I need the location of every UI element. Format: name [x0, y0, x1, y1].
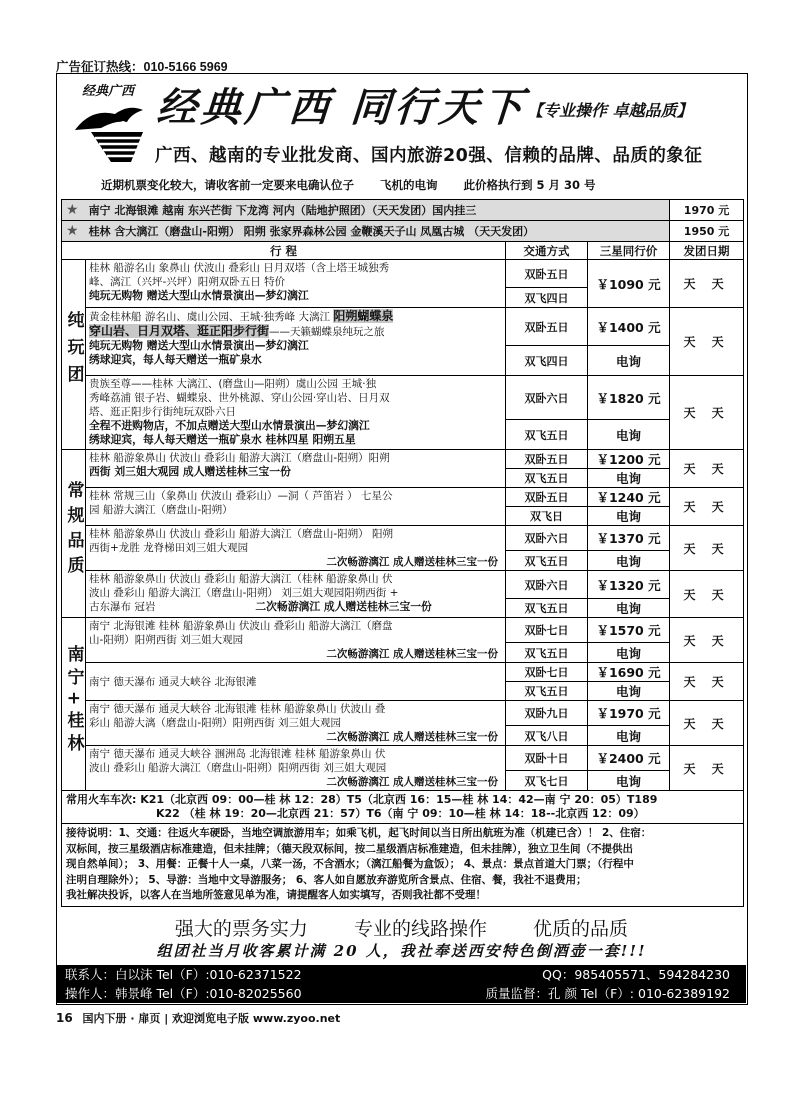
itinerary: 桂林 船游象鼻山 伏波山 叠彩山 船游大漓江（桂林 船游象鼻山 伏 波山 叠彩山 船游大漓江（磨盘山-阳朔） 刘三姐大观园阳朔西街 + 古东瀑布 冠岩 二次畅游漓江 成人赠送桂林三宝一份 [86, 571, 506, 618]
departure: 天 天 [670, 526, 744, 571]
transport: 双卧五日 [506, 450, 588, 469]
notice-text-2: 飞机的电询 [380, 178, 438, 192]
departure: 天 天 [670, 450, 744, 488]
itinerary: 桂林 船游象鼻山 伏波山 叠彩山 船游大漓江（磨盘山-阳朔） 阳朔 西街+龙胜 龙脊梯田刘三姐大观园 二次畅游漓江 成人赠送桂林三宝一份 [86, 526, 506, 571]
departure: 天 天 [670, 260, 744, 308]
transport: 双卧六日 [506, 376, 588, 420]
category-label: 南宁+桂林 [62, 618, 86, 791]
quality-supervisor: 质量监督：孔 颜 Tel（F）: 010-62389192 [485, 986, 730, 1001]
price: 电询 [588, 346, 670, 376]
price: 电询 [588, 643, 670, 663]
transport: 双飞四日 [506, 288, 588, 308]
note-line: 接待说明：1、交通：往返火车硬卧，当地空调旅游用车；如乘飞机，起飞时间以当日所出航班为准（机建已含）！ 2、住宿： [66, 827, 652, 839]
transport: 双飞五日 [506, 682, 588, 701]
operator: 操作人：韩景峰 Tel（F）:010-82025560 [65, 986, 302, 1001]
category-label: 常规品质 [62, 450, 86, 618]
price: ￥1370 元 [588, 526, 670, 551]
price: 电询 [588, 469, 670, 488]
star-row [62, 200, 744, 221]
logo-text: 经典广西 [81, 84, 134, 99]
strength-3: 优质的品质 [533, 918, 629, 940]
note-line: 双标间，按三星级酒店标准建造，但未挂牌；（德天段双标间，按二星级酒店标准建造，但未挂牌），独立卫生间（不提供出 [66, 842, 633, 855]
departure: 天 天 [670, 488, 744, 526]
note-line: 注明自理除外）； 5、导游：当地中文导游服务； 6、客人如自愿放弃游览所含景点、住宿、餐，我社不退费用； [66, 873, 587, 886]
departure: 天 天 [670, 571, 744, 618]
price: 电询 [588, 551, 670, 571]
price: ￥1690 元 [588, 663, 670, 682]
itinerary: 南宁 北海银滩 桂林 船游象鼻山 伏波山 叠彩山 船游大漓江（磨盘 山-阳朔）阳朔西街 刘三姐大观园 二次畅游漓江 成人赠送桂林三宝一份 [86, 618, 506, 663]
table-row [62, 526, 744, 551]
itinerary: 南宁 德天瀑布 通灵大峡谷 涠洲岛 北海银滩 桂林 船游象鼻山 伏 波山 叠彩山 船游大漓江（磨盘山-阳朔）阳朔西街 刘三姐大观园 二次畅游漓江 成人赠送桂林三宝一份 [86, 746, 506, 791]
table-row [62, 260, 744, 288]
price: ￥1570 元 [588, 618, 670, 643]
slogan: 【专业操作 卓越品质】 [527, 101, 693, 120]
itinerary: 南宁 德天瀑布 通灵大峡谷 北海银滩 [86, 663, 506, 701]
transport: 双卧五日 [506, 488, 588, 507]
price: ￥1400 元 [588, 308, 670, 346]
table-row [62, 701, 744, 726]
table-row [62, 746, 744, 771]
contact-bar [57, 965, 746, 1003]
star-row-price: 1970 元 [670, 200, 744, 221]
contact-qq: QQ：985405571、594284230 [542, 967, 730, 982]
notice-text-3: 此价格执行到 5 月 30 号 [463, 178, 596, 192]
star-icon: ★ [66, 202, 79, 218]
star-row-desc: 桂林 含大漓江（磨盘山-阳朔） 阳朔 张家界森林公园 金鞭溪天子山 凤凰古城 （天天发团） [88, 225, 535, 238]
price: ￥1320 元 [588, 571, 670, 599]
price: 电询 [588, 726, 670, 746]
price: ￥1090 元 [588, 260, 670, 308]
departure: 天 天 [670, 746, 744, 791]
price: ￥2400 元 [588, 746, 670, 771]
price: ￥1240 元 [588, 488, 670, 507]
strength-2: 专业的线路操作 [353, 918, 487, 940]
transport: 双飞五日 [506, 469, 588, 488]
price: 电询 [588, 420, 670, 450]
transport: 双卧九日 [506, 701, 588, 726]
transport: 双飞五日 [506, 599, 588, 618]
footer-text: 国内下册 · 扉页 | 欢迎浏览电子版 www.zyoo.net [82, 1012, 341, 1025]
transport: 双卧七日 [506, 663, 588, 682]
transport: 双飞四日 [506, 346, 588, 376]
header-departure: 发团日期 [670, 242, 744, 260]
star-icon: ★ [66, 223, 79, 239]
strength-1: 强大的票务实力 [174, 918, 308, 940]
price: 电询 [588, 599, 670, 618]
transport: 双卧五日 [506, 308, 588, 346]
ad-hotline: 广告征订热线：010-5166 5969 [56, 60, 228, 74]
departure: 天 天 [670, 701, 744, 746]
price: 电询 [588, 771, 670, 791]
header [57, 74, 746, 174]
transport: 双飞七日 [506, 771, 588, 791]
subtitle: 广西、越南的专业批发商、国内旅游20强、信赖的品牌、品质的象征 [155, 146, 703, 166]
table-row [62, 571, 744, 599]
header-transport: 交通方式 [506, 242, 588, 260]
table-row [62, 308, 744, 346]
star-row [62, 221, 744, 242]
table-row [62, 618, 744, 643]
table-row [62, 450, 744, 469]
price: ￥1970 元 [588, 701, 670, 726]
departure: 天 天 [670, 663, 744, 701]
star-row-desc: 南宁 北海银滩 越南 东兴芒街 下龙湾 河内（陆地护照团）（天天发团）国内挂三 [88, 204, 477, 217]
table-row [62, 376, 744, 420]
itinerary: 桂林 船游象鼻山 伏波山 叠彩山 船游大漓江（磨盘山-阳朔）阳朔 西街 刘三姐大观园 成人赠送桂林三宝一份 [86, 450, 506, 488]
itinerary: 桂林 常规三山（象鼻山 伏波山 叠彩山）—洞（ 芦笛岩 ） 七星公 园 船游大漓江（磨盘山-阳朔） [86, 488, 506, 526]
eagle-flag-icon [71, 100, 147, 166]
contact-person: 联系人：白以沫 Tel（F）:010-62371522 [65, 967, 302, 982]
brochure-page [56, 73, 748, 1005]
table-row [62, 663, 744, 682]
transport: 双飞日 [506, 507, 588, 526]
strength-banner [57, 914, 746, 941]
transport: 双飞五日 [506, 420, 588, 450]
table-header [62, 242, 744, 260]
header-price: 三星同行价 [588, 242, 670, 260]
price: ￥1200 元 [588, 450, 670, 469]
departure: 天 天 [670, 618, 744, 663]
transport: 双卧七日 [506, 618, 588, 643]
logo [65, 80, 151, 168]
category-label: 纯玩团 [62, 260, 86, 450]
train-row [62, 791, 744, 824]
transport: 双卧五日 [506, 260, 588, 288]
transport: 双卧六日 [506, 571, 588, 599]
transport: 双飞五日 [506, 643, 588, 663]
star-row-price: 1950 元 [670, 221, 744, 242]
promo-text: 组团社当月收客累计满 20 人，我社奉送西安特色倒酒壶一套!!! [156, 942, 647, 960]
train-line-2: K22 （桂 林 19：20—北京西 21：57）T6（南 宁 09：10—桂 林 14：18--北京西 12：09） [156, 807, 645, 820]
notice-text-1: 近期机票变化较大，请收客前一定要来电确认位子 [101, 178, 354, 192]
transport: 双卧六日 [506, 526, 588, 551]
itinerary: 贵族至尊——桂林 大漓江、(磨盘山—阳朔）虞山公园 王城·独 秀峰荔浦 银子岩、蝴蝶泉、世外桃源、穿山公园·穿山岩、日月双 塔、逛正阳步行街纯玩双卧六日 全程不进购物店，不加点赠送大型山水情景演出—梦幻漓江 绣球迎宾，每人每天赠送一瓶矿泉水 桂林四星 阳朔五星 [86, 376, 506, 450]
train-line-1: 常用火车车次: K21（北京西 09：00—桂 林 12：28）T5（北京西 16：15—桂 林 14：42—南 宁 20：05）T189 [66, 793, 658, 806]
table-row [62, 488, 744, 507]
note-line: 现自然单间）； 3、用餐：正餐十人一桌，八菜一汤，不含酒水；（漓江船餐为盒饭）； 4、景点：景点首道大门票；（行程中 [66, 858, 634, 870]
departure: 天 天 [670, 308, 744, 376]
main-title: 经典广西 同行天下 [155, 84, 529, 131]
itinerary: 南宁 德天瀑布 通灵大峡谷 北海银滩 桂林 船游象鼻山 伏波山 叠 彩山 船游大漓（磨盘山-阳朔）阳朔西街 刘三姐大观园 二次畅游漓江 成人赠送桂林三宝一份 [86, 701, 506, 746]
notes-row [62, 824, 744, 907]
price-notice [57, 175, 746, 195]
transport: 双飞五日 [506, 551, 588, 571]
price: 电询 [588, 682, 670, 701]
transport: 双卧十日 [506, 746, 588, 771]
page-number: 16 [56, 1011, 73, 1025]
price: 电询 [588, 507, 670, 526]
itinerary: 桂林 船游名山 象鼻山 伏波山 叠彩山 日月双塔（含上塔王城独秀 峰、漓江（兴坪-兴坪）阳朔双卧五日 特价 纯玩无购物 赠送大型山水情景演出—梦幻漓江 [86, 260, 506, 308]
header-route: 行 程 [62, 242, 506, 260]
price: ￥1820 元 [588, 376, 670, 420]
transport: 双飞八日 [506, 726, 588, 746]
tour-table [61, 199, 743, 907]
departure: 天 天 [670, 376, 744, 450]
note-line: 我社解决投诉，以客人在当地所签意见单为准，请提醒客人如实填写，否则我社都不受理！ [66, 889, 486, 901]
itinerary: 黄金桂林船 游名山、虞山公园、王城·独秀峰 大漓江 阳朔蝴蝶泉 穿山岩、日月双塔、逛正阳步行街——天籁蝴蝶泉纯玩之旅 纯玩无购物 赠送大型山水情景演出—梦幻漓江 绣球迎宾，每人每天赠送一瓶矿泉水 [86, 308, 506, 376]
page-footer [56, 1010, 340, 1026]
